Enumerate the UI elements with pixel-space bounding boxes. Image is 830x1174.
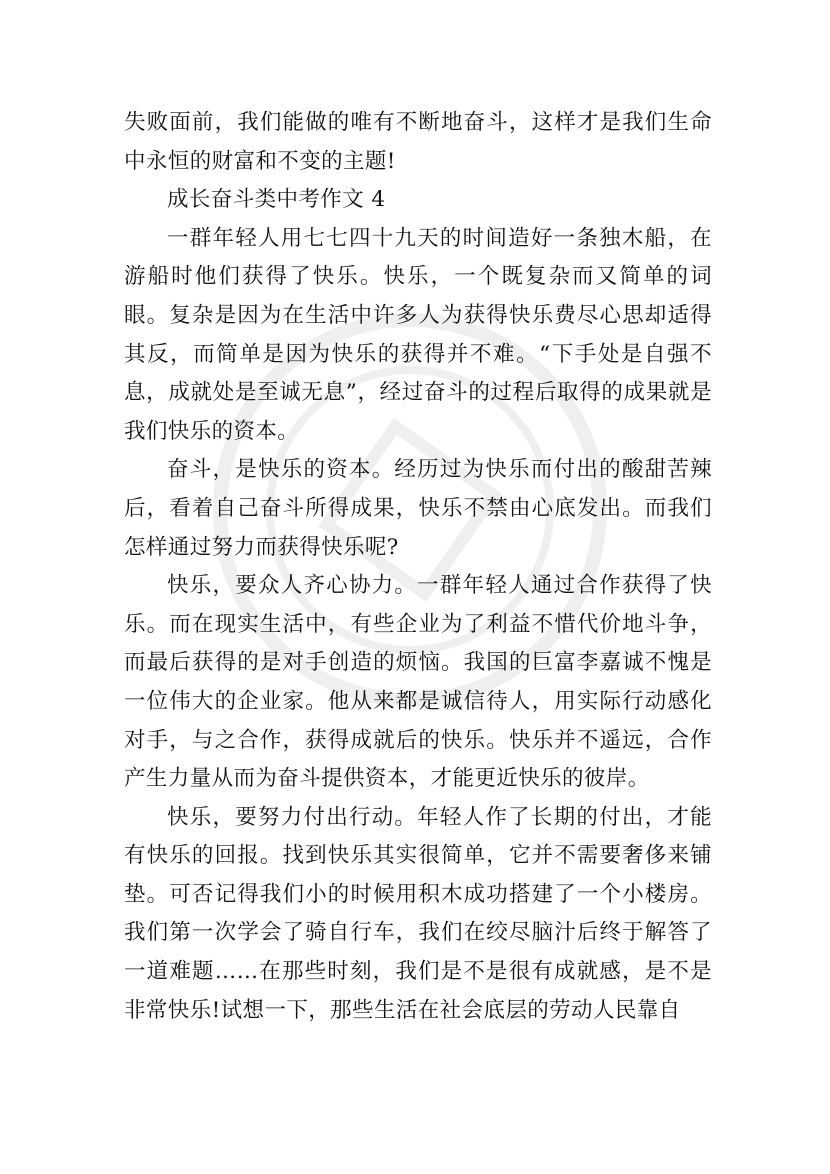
paragraph-continued: 失败面前，我们能做的唯有不断地奋斗，这样才是我们生命中永恒的财富和不变的主题! bbox=[124, 110, 712, 174]
essay-title: 成长奋斗类中考作文 4 bbox=[167, 187, 386, 213]
paragraph-action: 快乐，要努力付出行动。年轻人作了长期的付出，才能有快乐的回报。找到快乐其实很简单，它并不需要奢侈来铺垫。可否记得我们小的时候用积木成功搭建了一个小楼房。我们第一次学会了骑自行车，我们在绞尽脑汁后终于解答了一道难题……在那些时刻，我们是不是很有成就感，是不是非常快乐!试想一下，那些生活在社会底层的劳动人民靠自 bbox=[124, 804, 712, 1023]
paragraph-cooperation: 快乐，要众人齐心协力。一群年轻人通过合作获得了快乐。而在现实生活中，有些企业为了利益不惜代价地斗争，而最后获得的是对手创造的烦恼。我国的巨富李嘉诚不愧是一位伟大的企业家。他从来都是诚信待人，用实际行动感化对手，与之合作，获得成就后的快乐。快乐并不遥远，合作产生力量从而为奋斗提供资本，才能更近快乐的彼岸。 bbox=[124, 573, 712, 792]
paragraph-struggle: 奋斗，是快乐的资本。经历过为快乐而付出的酸甜苦辣后，看着自己奋斗所得成果，快乐不禁由心底发出。而我们怎样通过努力而获得快乐呢? bbox=[124, 457, 712, 560]
article-body bbox=[124, 104, 712, 1030]
paragraph-intro: 一群年轻人用七七四十九天的时间造好一条独木船，在游船时他们获得了快乐。快乐，一个既复杂而又简单的词眼。复杂是因为在生活中许多人为获得快乐费尽心思却适得其反，而简单是因为快乐的获得并不难。“下手处是自强不息，成就处是至诚无息”，经过奋斗的过程后取得的成果就是我们快乐的资本。 bbox=[124, 225, 712, 444]
